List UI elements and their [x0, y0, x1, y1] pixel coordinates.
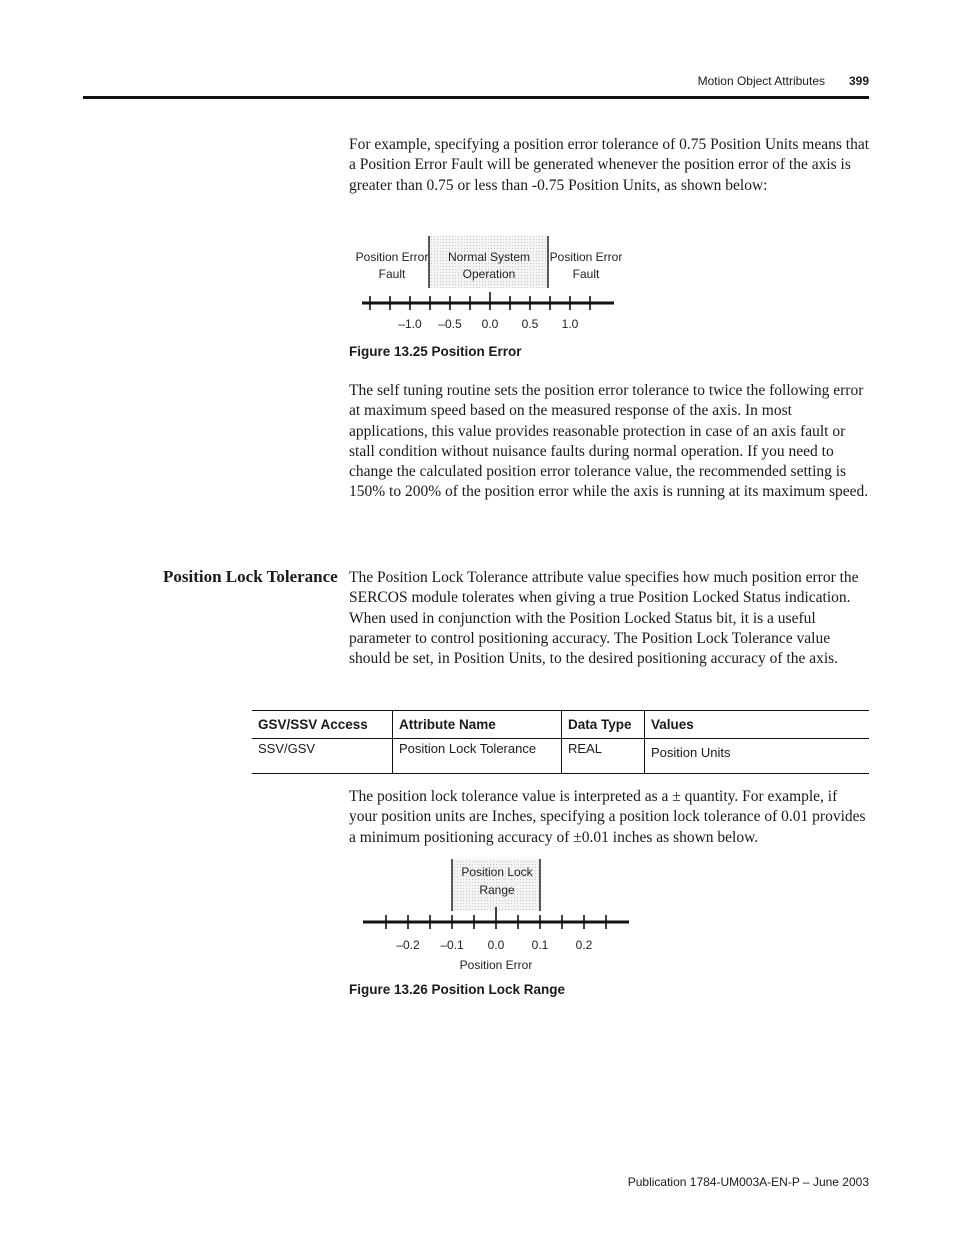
lock-tick-marks	[386, 907, 606, 929]
figure-caption-position-lock-range: Figure 13.26 Position Lock Range	[349, 982, 566, 997]
table-row	[252, 739, 869, 774]
left-fault-label-1: Position Error	[355, 250, 429, 264]
tick-label-minus-0-5: –0.5	[438, 317, 462, 331]
figure-caption-position-error: Figure 13.25 Position Error	[349, 344, 522, 359]
figure-position-error	[350, 230, 630, 342]
section-heading-position-lock-tolerance: Position Lock Tolerance	[163, 567, 338, 586]
page-number: 399	[848, 74, 869, 88]
tick-label-minus-1-0: –1.0	[398, 317, 422, 331]
lock-tick-label-minus-0-2: –0.2	[396, 938, 420, 952]
paragraph-position-lock-tolerance: The Position Lock Tolerance attribute value specifies how much position error the SERCOS module tolerates when giving a true Position Locked Status indication. When used in conjunction with the Position Locked Status bit, it is a useful parameter to control positioning accuracy. The Position Lock Tolerance value should be set, in Position Units, to the desired positioning accuracy of the axis.	[349, 569, 859, 668]
header-data-type: Data Type	[562, 711, 645, 739]
running-header-section: Motion Object Attributes	[697, 74, 825, 88]
header-gsv-ssv-access: GSV/SSV Access	[252, 711, 393, 739]
lock-tick-label-0-2: 0.2	[575, 938, 593, 952]
cell-data-type: REAL	[562, 739, 645, 774]
table-header-row	[252, 711, 869, 739]
attribute-table	[252, 710, 869, 774]
lock-tick-label-minus-0-1: –0.1	[440, 938, 464, 952]
position-error-diagram	[350, 230, 630, 342]
header-rule	[83, 96, 869, 99]
normal-operation-label-1: Normal System	[447, 250, 531, 264]
lock-range-label-2: Range	[479, 883, 515, 897]
cell-attribute-name: Position Lock Tolerance	[393, 739, 562, 774]
paragraph-lock-tolerance-example: The position lock tolerance value is interpreted as a ± quantity. For example, if your position units are Inches, specifying a position lock tolerance of 0.01 provides a minimum positioning accuracy of ±0.01 inches as shown below.	[349, 788, 866, 846]
header-values: Values	[645, 711, 870, 739]
position-lock-range-diagram	[355, 855, 645, 977]
lock-tick-label-0-1: 0.1	[531, 938, 549, 952]
lock-range-label-1: Position Lock	[461, 865, 533, 879]
paragraph-self-tuning: The self tuning routine sets the position error tolerance to twice the following error at maximum speed based on the measured response of the axis. In most applications, this value provides reasonable protection in case of an axis fault or stall condition without nuisance faults during normal operation. If you need to change the calculated position error tolerance value, the recommended setting is 150% to 200% of the position error while the axis is running at its maximum speed.	[349, 382, 869, 501]
cell-values: Position Units	[645, 739, 870, 774]
tick-label-1-0: 1.0	[561, 317, 579, 331]
cell-access: SSV/GSV	[252, 739, 393, 774]
header-attribute-name: Attribute Name	[393, 711, 562, 739]
lock-tick-label-0-0: 0.0	[487, 938, 505, 952]
publication-footer: Publication 1784-UM003A-EN-P – June 2003	[627, 1175, 869, 1189]
tick-label-0-0: 0.0	[481, 317, 499, 331]
right-fault-label-2: Fault	[572, 267, 600, 281]
paragraph-position-error-example: For example, specifying a position error tolerance of 0.75 Position Units means that a Position Error Fault will be generated whenever the position error of the axis is greater than 0.75 or less than -0.75 Position Units, as shown below:	[349, 136, 869, 194]
lock-axis-label: Position Error	[459, 958, 533, 972]
tick-marks	[370, 292, 590, 310]
tick-label-0-5: 0.5	[521, 317, 539, 331]
right-fault-label-1: Position Error	[549, 250, 623, 264]
figure-position-lock-range	[355, 855, 645, 977]
left-fault-label-2: Fault	[378, 267, 406, 281]
normal-operation-label-2: Operation	[462, 267, 516, 281]
